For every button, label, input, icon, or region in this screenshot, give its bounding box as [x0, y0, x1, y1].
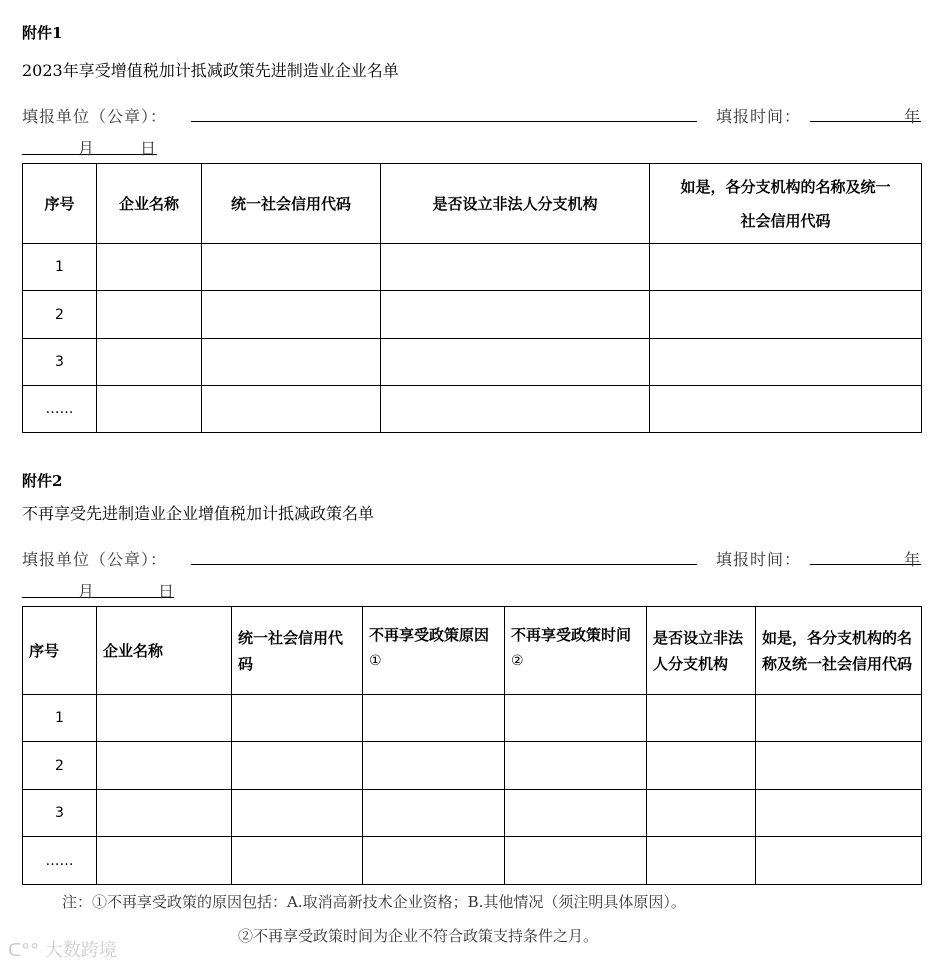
date-line	[22, 597, 174, 598]
day-label: 日	[158, 582, 176, 601]
row-seq: 2	[23, 742, 97, 790]
fill-unit-label: 填报单位（公章）：	[22, 550, 168, 569]
header-branch: 是否设立非法人分支机构	[381, 164, 650, 244]
header-time	[505, 607, 647, 695]
row-seq: ……	[23, 386, 97, 433]
note-2: ②不再享受政策时间为企业不符合政策支持条件之月。	[238, 927, 599, 945]
attachment-1-label: 附件1	[22, 24, 63, 42]
watermark-text: 大数跨境	[44, 940, 117, 961]
fill-time-label: 填报时间：	[716, 107, 802, 126]
watermark-logo	[8, 936, 117, 962]
header-code: 统一社会信用代码	[202, 164, 381, 244]
row-seq: 1	[23, 695, 97, 742]
fill-unit-line	[191, 121, 697, 122]
day-label: 日	[140, 139, 158, 158]
row-seq: 3	[23, 790, 97, 837]
attachment-2-label: 附件2	[22, 472, 63, 490]
header-branch-detail: 如是，各分支机构的名称及统一社会信用代码	[756, 607, 922, 695]
header-name: 企业名称	[97, 164, 202, 244]
fill-time-label: 填报时间：	[716, 550, 802, 569]
header-reason-text: 不再享受政策原因	[369, 626, 490, 644]
header-reason	[363, 607, 505, 695]
year-label: 年	[904, 107, 922, 126]
table-row	[23, 244, 922, 291]
header-seq: 序号	[23, 164, 97, 244]
header-branch: 是否设立非法人分支机构	[647, 607, 756, 695]
year-label: 年	[904, 550, 922, 569]
month-label: 月	[78, 139, 96, 158]
table-row	[23, 695, 922, 742]
table-row	[23, 386, 922, 433]
month-label: 月	[78, 582, 96, 601]
note-mark-2: ②	[511, 653, 524, 669]
attachment-2-title: 不再享受先进制造业企业增值税加计抵减政策名单	[22, 504, 375, 523]
fill-unit-label: 填报单位（公章）：	[22, 107, 168, 126]
watermark-icon: ᑕ°°	[8, 940, 40, 961]
fill-unit-line	[191, 564, 697, 565]
table-row	[23, 742, 922, 790]
header-seq: 序号	[23, 607, 97, 695]
header-code: 统一社会信用代码	[232, 607, 363, 695]
withdrawn-enterprise-table	[22, 606, 922, 885]
attachment-1-title: 2023年享受增值税加计抵减政策先进制造业企业名单	[22, 61, 399, 80]
enterprise-list-table	[22, 163, 922, 433]
header-time-text: 不再享受政策时间	[511, 626, 632, 644]
row-seq: 2	[23, 291, 97, 339]
table-row	[23, 790, 922, 837]
row-seq: 3	[23, 339, 97, 386]
header-branch-detail: 如是，各分支机构的名称及统一社会信用代码	[650, 164, 922, 244]
row-seq: 1	[23, 244, 97, 291]
header-name: 企业名称	[97, 607, 232, 695]
note-mark-1: ①	[369, 653, 382, 669]
table-row	[23, 339, 922, 386]
row-seq: ……	[23, 837, 97, 885]
table-row	[23, 837, 922, 885]
table-row	[23, 291, 922, 339]
note-1: 注：①不再享受政策的原因包括：A.取消高新技术企业资格；B.其他情况（须注明具体原因）。	[62, 893, 686, 911]
